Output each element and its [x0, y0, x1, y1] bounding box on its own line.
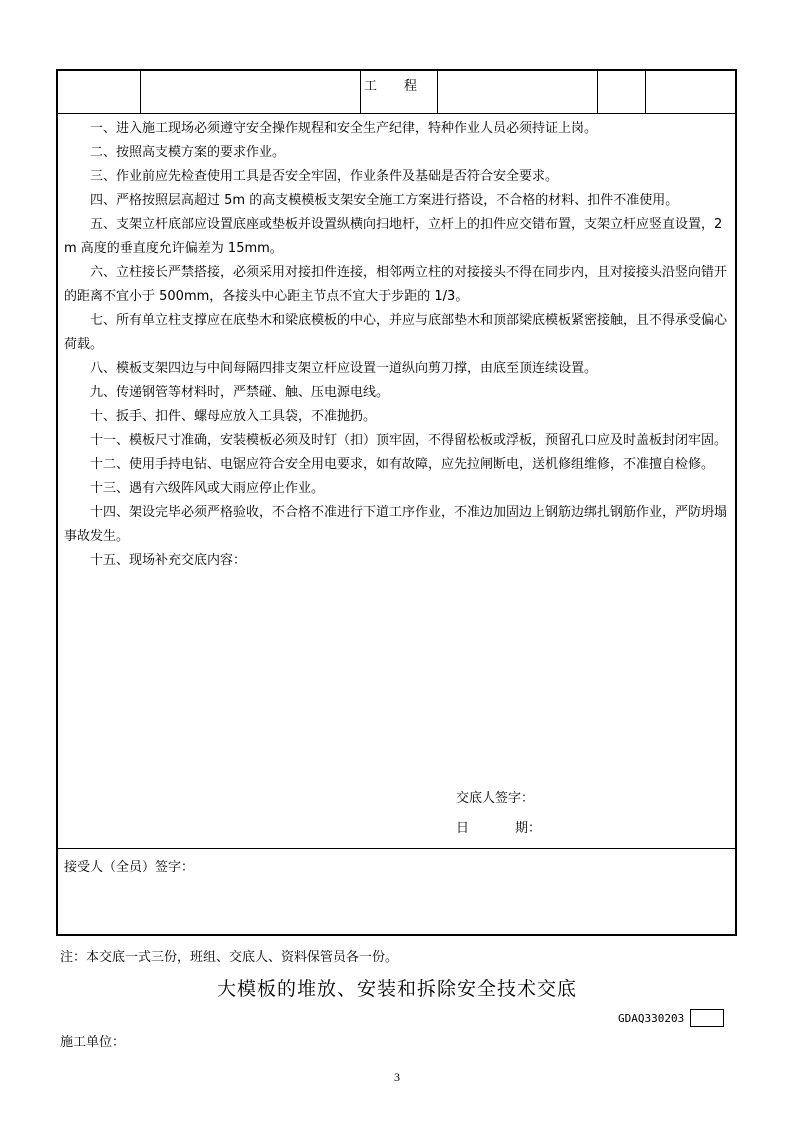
next-form-title: 大模板的堆放、安装和拆除安全技术交底	[216, 978, 577, 1000]
receiver-signature	[64, 856, 194, 875]
item: 二、按照高支模方案的要求作业。	[90, 145, 286, 160]
project-label	[364, 75, 418, 94]
item: 十五、现场补充交底内容：	[90, 553, 247, 568]
column-divider	[597, 71, 598, 113]
form-code-box[interactable]	[690, 1009, 724, 1027]
date-field	[456, 817, 541, 836]
row-divider	[58, 848, 735, 849]
disclosure-content	[58, 114, 735, 573]
construction-unit-label: 施工单位：	[60, 1035, 126, 1050]
column-divider	[140, 71, 141, 113]
column-divider	[645, 71, 646, 113]
item: 十一、模板尺寸准确，安装模板必须及时钉（扣）顶牢固，不得留松板或浮板，预留孔口应及时盖板封闭牢固。	[90, 433, 728, 448]
presenter-signature-label: 交底人签字：	[456, 791, 535, 806]
page-number: 3	[394, 1070, 400, 1084]
item: 十、扳手、扣件、螺母应放入工具袋，不准抛扔。	[90, 409, 377, 424]
item: 六、立柱接长严禁搭接，必须采用对接扣件连接，相邻两立柱的对接接头不得在同步内，且对接接头沿竖向错开的距离不宜小于 500mm，各接头中心距主节点不宜大于步距的 1/3。	[64, 265, 728, 304]
item: 十三、遇有六级阵风或大雨应停止作业。	[90, 481, 325, 496]
item: 三、作业前应先检查使用工具是否安全牢固，作业条件及基础是否符合安全要求。	[90, 169, 559, 184]
column-divider	[437, 71, 438, 113]
item: 一、进入施工现场必须遵守安全操作规程和安全生产纪律，特种作业人员必须持证上岗。	[90, 121, 598, 136]
item: 十四、架设完毕必须严格验收，不合格不准进行下道工序作业，不准边加固边上钢筋边绑扎钢筋作业，严防坍塌事故发生。	[64, 505, 728, 544]
item: 八、模板支架四边与中间每隔四排支架立杆应设置一道纵向剪刀撑，由底至顶连续设置。	[90, 361, 598, 376]
presenter-signature	[456, 787, 534, 806]
item: 九、传递钢管等材料时，严禁碰、触、压电源电线。	[90, 385, 390, 400]
form-code: GDAQ330203	[618, 1012, 685, 1025]
date-label-part2: 期：	[515, 821, 542, 836]
date-label-part1: 日	[456, 821, 470, 836]
item: 七、所有单立柱支撑应在底垫木和梁底模板的中心，并应与底部垫木和顶部梁底模板紧密接触，且不得承受偏心荷载。	[64, 313, 728, 352]
item: 四、严格按照层高超过 5m 的高支模模板支架安全施工方案进行搭设，不合格的材料、扣件不准使用。	[90, 193, 679, 208]
receiver-signature-label: 接受人（全员）签字：	[64, 860, 195, 875]
item: 十二、使用手持电钻、电锯应符合安全用电要求，如有故障，应先拉闸断电，送机修组维修，不准擅自检修。	[90, 457, 715, 472]
footnote: 注：本交底一式三份，班组、交底人、资料保管员各一份。	[60, 950, 399, 965]
project-label-text: 工 程	[364, 79, 419, 94]
item: 五、支架立杆底部应设置底座或垫板并设置纵横向扫地杆，立杆上的扣件应交错布置，支架立杆应竖直设置，2m 高度的垂直度允许偏差为 15mm。	[64, 217, 723, 256]
column-divider	[360, 71, 361, 113]
disclosure-table	[56, 69, 737, 936]
header-row	[58, 71, 735, 114]
